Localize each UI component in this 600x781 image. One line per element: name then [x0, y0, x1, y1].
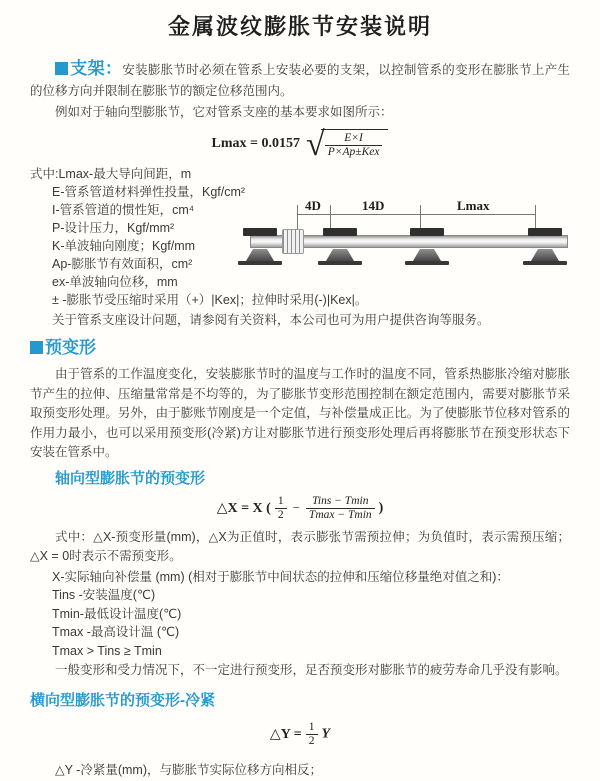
var-line-ap: Ap-膨胀节有效面积，cm² — [52, 257, 193, 271]
pipe-support — [403, 228, 451, 268]
section-square-icon — [55, 62, 68, 75]
predeform-paragraph: 由于管系的工作温度变化，安装膨胀节时的温度与工作时的温度不同，管系热膨胀冷缩对膨胀节产生的拉伸、压缩量常常是不均等的，为了膨胀节变形范围控制在额定范围内，需要对膨胀节采取预变形处理。另外，由于膨账节刚度是一个定值，与补偿量成正比。为了使膨胀节位移对管系的作用力最小，也可以采用预变形(冷紧)方让对膨胀节进行预变形处理后再将膨胀节在预变形状态下安装在管系中。 — [30, 367, 570, 459]
var-line-p: P-设计压力，Kgf/mm² — [52, 221, 175, 235]
support-pedestal — [326, 249, 354, 261]
lmax-formula-fraction: $\frac{E\times I}{\text{P×Ap±Kex}}$ — [325, 132, 383, 159]
support-cap — [410, 228, 444, 236]
support-pedestal — [531, 249, 559, 261]
section-square-icon — [30, 341, 43, 354]
dim-label-14d: 14D — [362, 198, 385, 213]
axial-formula-lhs: △X = X ( — [216, 500, 271, 516]
var-line-e: E-管系管道材料弹性投量，Kgf/cm² — [52, 185, 246, 199]
pipe-support — [521, 228, 569, 268]
support-cap — [243, 228, 277, 236]
bellows-expansion-joint — [282, 229, 304, 254]
lmax-formula-lhs: Lmax = 0.0157 — [211, 136, 301, 151]
axial-heading: 轴向型膨胀节的预变形 — [55, 469, 206, 487]
var-line-k: K-单波轴向刚度；Kgf/mm — [52, 239, 196, 253]
support-cap — [528, 228, 562, 236]
def-line-tmin: Tmin-最低设计温度(℃) — [52, 606, 182, 621]
support-note-text: 关于管系支座设计问题，请参阅有关资料，本公司也可为用户提供咨询等服务。 — [52, 313, 490, 327]
temperature-fraction: $\frac{\text{Tins − Tmin}}{Tmax - Tmin}$ — [306, 495, 375, 522]
half-fraction: $\frac{1}{2}$ — [275, 495, 287, 522]
page-title: 金属波纹膨胀节安装说明 — [167, 14, 432, 39]
pipe-support-diagram — [250, 199, 572, 289]
section-support-heading: 支架： — [70, 59, 123, 78]
axial-formula — [30, 495, 570, 522]
sqrt-radical: √ $\frac{E\times I}{\text{P×Ap±Kex}}$ — [306, 129, 388, 159]
support-base — [238, 261, 282, 265]
support-example-text: 例如对于轴向型膨胀节，它对管系支座的基本要求如图所示： — [55, 105, 393, 119]
support-base — [523, 261, 567, 265]
minus-operator: − — [292, 500, 300, 515]
def-line-x: X-实际轴向补偿量 (mm) (相对于膨胀节中间状态的拉伸和压缩位移量绝对值之和)： — [52, 569, 509, 584]
support-cap — [323, 228, 357, 236]
var-line-ex: ex-单波轴向位移，mm — [52, 275, 178, 289]
support-base — [318, 261, 362, 265]
lateral-formula — [30, 721, 570, 748]
lmax-formula — [30, 126, 570, 163]
lateral-heading: 横向型膨胀节的预变形-冷紧 — [30, 692, 215, 709]
var-line-lmax: 式中:Lmax-最大导向间距，m — [30, 167, 192, 181]
support-intro-paragraph — [30, 58, 570, 102]
support-intro-text: 安装膨胀节时必须在管系上安装必要的支架，以控制管系的变形在膨胀节上产生的位移方向并限制在膨胀节的额定位移范围内。 — [30, 63, 570, 98]
axial-definitions — [30, 568, 570, 661]
lateral-formula-lhs: △Y = — [269, 727, 302, 742]
dim-label-4d: 4D — [305, 198, 321, 213]
def-line-tmax: Tmax -最高设计温 (℃) — [52, 625, 180, 639]
def-line-tins: Tins -安装温度(℃) — [52, 588, 156, 602]
def-line-order: Tmax > Tins ≥ Tmin — [52, 643, 162, 658]
section-predeform-heading: 预变形 — [30, 337, 570, 359]
half-fraction: $\frac{1}{2}$ — [306, 721, 318, 748]
coldtight-note-text: △Y -冷紧量(mm)，与膨胀节实际位移方向相反； — [55, 763, 323, 777]
lateral-formula-rhs: Y — [321, 726, 331, 742]
axial-note-text: 一般变形和受力情况下，不一定进行预变形，足否预变形对膨胀节的疲劳寿命几乎没有影响。 — [55, 663, 568, 677]
pipe-support — [316, 228, 364, 268]
var-line-plusminus: ± -膨胀节受压缩时采用（+）|Kex|；拉伸时采用(-)|Kex|。 — [52, 293, 368, 307]
support-pedestal — [246, 249, 274, 261]
axial-formula-rhs: ) — [378, 500, 384, 515]
dim-label-lmax: Lmax — [457, 198, 490, 213]
support-pedestal — [413, 249, 441, 261]
variables-and-diagram — [30, 165, 570, 329]
axial-explain-text: 式中：△X-预变形量(mm)，△X为正值时，表示膨张节需预拉伸；为负值时，表示需预压缩；△X = 0时表示不需预变形。 — [30, 529, 570, 563]
pipe-anchor — [236, 228, 284, 268]
dimension-line — [297, 214, 535, 215]
support-base — [405, 261, 449, 265]
var-line-i: I-管系管道的惯性矩，cm⁴ — [52, 203, 195, 217]
